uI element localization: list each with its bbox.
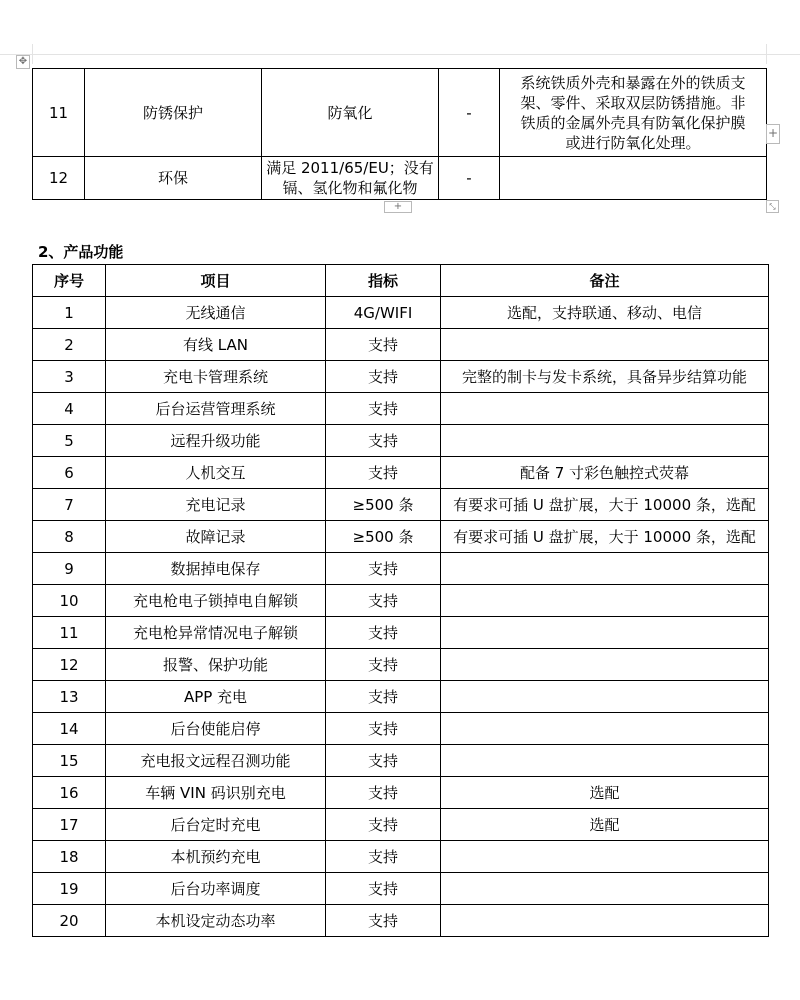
row-number: 19 [33, 873, 106, 905]
row-remark [500, 69, 767, 157]
row-spec: 支持 [326, 713, 441, 745]
row-spec: 4G/WIFI [326, 297, 441, 329]
table-row [33, 713, 769, 745]
row-number: 11 [33, 69, 85, 157]
row-remark [500, 157, 767, 200]
table-row [33, 457, 769, 489]
row-spec: 支持 [326, 873, 441, 905]
row-remark [441, 745, 769, 777]
section-heading: 2、产品功能 [38, 243, 124, 261]
row-spec: 支持 [326, 361, 441, 393]
table-row [33, 841, 769, 873]
row-remark [441, 841, 769, 873]
row-number: 9 [33, 553, 106, 585]
row-spec: 支持 [326, 777, 441, 809]
row-number: 8 [33, 521, 106, 553]
row-remark [441, 393, 769, 425]
page-margin-guide-right [766, 44, 767, 64]
table-row [33, 521, 769, 553]
row-spec: 支持 [326, 905, 441, 937]
spec-table-continued [32, 68, 767, 200]
row-item: 充电枪异常情况电子解锁 [106, 617, 326, 649]
row-item: 本机预约充电 [106, 841, 326, 873]
row-number: 18 [33, 841, 106, 873]
plus-icon: + [767, 126, 779, 140]
row-item: 数据掉电保存 [106, 553, 326, 585]
row-number: 17 [33, 809, 106, 841]
spec-line: 满足 2011/65/EU；没有 [266, 159, 434, 177]
table-row [33, 69, 767, 157]
row-item: 有线 LAN [106, 329, 326, 361]
table-row [33, 905, 769, 937]
row-spec: 支持 [326, 585, 441, 617]
row-mark: - [439, 69, 500, 157]
row-spec: 支持 [326, 809, 441, 841]
row-spec: 支持 [326, 841, 441, 873]
row-number: 13 [33, 681, 106, 713]
table-row [33, 297, 769, 329]
row-spec: 支持 [326, 681, 441, 713]
row-number: 14 [33, 713, 106, 745]
row-spec: 支持 [326, 329, 441, 361]
header-item: 项目 [106, 265, 326, 297]
row-remark [441, 329, 769, 361]
table-row [33, 649, 769, 681]
row-spec: 支持 [326, 457, 441, 489]
row-spec: 支持 [326, 649, 441, 681]
row-item: 充电记录 [106, 489, 326, 521]
row-number: 15 [33, 745, 106, 777]
remark-line: 系统铁质外壳和暴露在外的铁质支 [520, 73, 746, 92]
row-item: 后台定时充电 [106, 809, 326, 841]
add-column-button[interactable] [766, 124, 780, 144]
row-item: 后台使能启停 [106, 713, 326, 745]
row-item: 报警、保护功能 [106, 649, 326, 681]
table-row [33, 873, 769, 905]
row-spec: 支持 [326, 425, 441, 457]
row-item: 充电枪电子锁掉电自解锁 [106, 585, 326, 617]
row-remark: 选配，支持联通、移动、电信 [441, 297, 769, 329]
row-number: 12 [33, 157, 85, 200]
row-spec: ≥500 条 [326, 489, 441, 521]
row-number: 10 [33, 585, 106, 617]
row-remark [441, 905, 769, 937]
row-remark [441, 585, 769, 617]
plus-icon: + [393, 201, 403, 212]
table-row [33, 617, 769, 649]
table-header-row [33, 265, 769, 297]
row-remark [441, 649, 769, 681]
row-remark [441, 617, 769, 649]
resize-icon: ⤡ [769, 202, 776, 211]
row-number: 4 [33, 393, 106, 425]
row-remark [441, 681, 769, 713]
row-item: 车辆 VIN 码识别充电 [106, 777, 326, 809]
row-remark: 有要求可插 U 盘扩展，大于 10000 条，选配 [441, 521, 769, 553]
table-row [33, 361, 769, 393]
row-remark: 选配 [441, 777, 769, 809]
row-number: 1 [33, 297, 106, 329]
table-row [33, 809, 769, 841]
row-item: 无线通信 [106, 297, 326, 329]
table-row [33, 157, 767, 200]
row-number: 5 [33, 425, 106, 457]
row-item: 人机交互 [106, 457, 326, 489]
row-remark: 选配 [441, 809, 769, 841]
row-number: 6 [33, 457, 106, 489]
row-item: 远程升级功能 [106, 425, 326, 457]
header-remark: 备注 [441, 265, 769, 297]
header-spec: 指标 [326, 265, 441, 297]
row-item: 环保 [85, 157, 262, 200]
remark-line: 铁质的金属外壳具有防氧化保护膜 [520, 113, 746, 132]
row-spec [262, 157, 439, 200]
table-row [33, 777, 769, 809]
row-number: 2 [33, 329, 106, 361]
table-move-handle[interactable] [16, 55, 30, 69]
row-remark [441, 425, 769, 457]
row-remark [441, 713, 769, 745]
table-row [33, 329, 769, 361]
table-row [33, 585, 769, 617]
row-remark: 有要求可插 U 盘扩展，大于 10000 条，选配 [441, 489, 769, 521]
row-spec: 防氧化 [262, 69, 439, 157]
row-number: 7 [33, 489, 106, 521]
row-item: 防锈保护 [85, 69, 262, 157]
row-item: APP 充电 [106, 681, 326, 713]
remark-line: 架、零件、采取双层防锈措施。非 [520, 93, 746, 112]
spec-line: 镉、氢化物和氟化物 [282, 179, 418, 197]
row-spec: 支持 [326, 553, 441, 585]
row-remark [441, 873, 769, 905]
table-row [33, 681, 769, 713]
row-remark [441, 553, 769, 585]
row-remark: 配备 7 寸彩色触控式荧幕 [441, 457, 769, 489]
remark-line: 或进行防氧化处理。 [565, 133, 701, 152]
page-margin-guide-left [32, 44, 33, 64]
table-row [33, 425, 769, 457]
row-spec: 支持 [326, 393, 441, 425]
row-number: 11 [33, 617, 106, 649]
row-spec: 支持 [326, 745, 441, 777]
row-item: 充电卡管理系统 [106, 361, 326, 393]
row-item: 后台运营管理系统 [106, 393, 326, 425]
row-number: 20 [33, 905, 106, 937]
page-margin-guide-top [0, 54, 800, 55]
table-row [33, 745, 769, 777]
row-mark: - [439, 157, 500, 200]
table-row [33, 393, 769, 425]
add-row-button[interactable] [384, 201, 412, 213]
row-item: 充电报文远程召测功能 [106, 745, 326, 777]
row-number: 12 [33, 649, 106, 681]
product-function-table [32, 264, 769, 937]
table-resize-handle[interactable] [766, 200, 779, 213]
row-item: 本机设定动态功率 [106, 905, 326, 937]
move-icon: ✥ [18, 56, 28, 67]
table-row [33, 489, 769, 521]
row-remark: 完整的制卡与发卡系统，具备异步结算功能 [441, 361, 769, 393]
row-item: 后台功率调度 [106, 873, 326, 905]
header-number: 序号 [33, 265, 106, 297]
row-number: 3 [33, 361, 106, 393]
row-item: 故障记录 [106, 521, 326, 553]
row-number: 16 [33, 777, 106, 809]
row-spec: ≥500 条 [326, 521, 441, 553]
row-spec: 支持 [326, 617, 441, 649]
table-row [33, 553, 769, 585]
